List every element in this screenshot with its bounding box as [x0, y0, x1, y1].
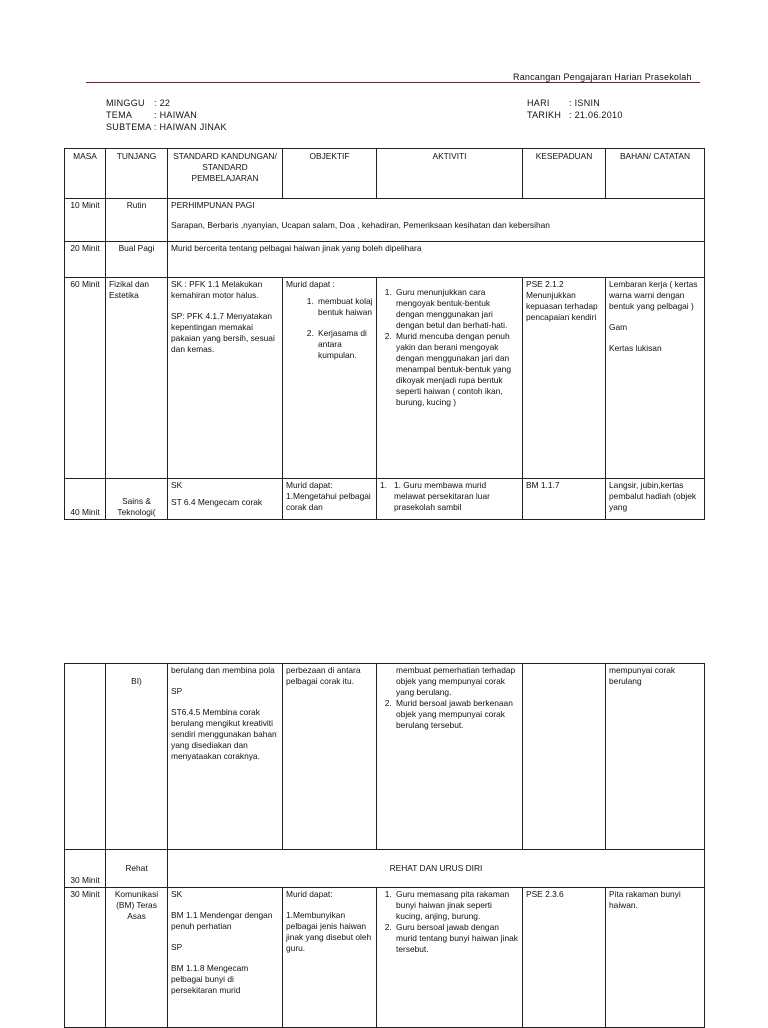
tunjang-cell: Fizikal dan Estetika	[106, 278, 168, 479]
kesepaduan-cell: BM 1.1.7	[523, 479, 606, 520]
objektif-intro: Murid dapat :	[286, 279, 335, 289]
tunjang-cell: Sains & Teknologi(	[106, 479, 168, 520]
objektif-cell	[283, 888, 377, 1028]
bahan-cell: mempunyai corak berulang	[606, 664, 705, 850]
table-row	[65, 664, 705, 850]
sk-text: BM 1.1 Mendengar dengan penuh perhatian	[171, 910, 273, 931]
masa-cell: 20 Minit	[65, 242, 106, 278]
bahan-cell: Langsir, jubin,kertas pembalut hadiah (objek yang	[606, 479, 705, 520]
bahan-item: Gam	[609, 322, 628, 332]
standard-cell	[168, 479, 283, 520]
table-header-row	[65, 149, 705, 199]
tarikh-value: : 21.06.2010	[569, 110, 623, 120]
aktiviti-cell	[377, 888, 523, 1028]
aktiviti-item: 1. Guru menunjukkan cara mengoyak bentuk-bentuk dengan menggunakan jari dengan betul dan berhati-hati.	[394, 287, 519, 331]
header-divider	[86, 82, 700, 83]
aktiviti-cell	[377, 664, 523, 850]
tunjang-cell: Rutin	[106, 199, 168, 242]
col-header-bahan: BAHAN/ CATATAN	[606, 149, 705, 199]
standard-cell	[168, 278, 283, 479]
aktiviti-item: 2. Murid bersoal jawab berkenaan objek yang mempunyai corak berulang tersebut.	[394, 698, 519, 731]
col-header-standard: STANDARD KANDUNGAN/ STANDARD PEMBELAJARAN	[168, 149, 283, 199]
aktiviti-cell	[377, 278, 523, 479]
bual-pagi-description: Murid bercerita tentang pelbagai haiwan jinak yang boleh dipelihara	[168, 242, 705, 278]
sp-text: ST6.4.5 Membina corak berulang mengikut kreativiti sendiri menggunakan bahan yang disediakan dan menyataakan coraknya.	[171, 707, 277, 761]
rutin-title: PERHIMPUNAN PAGI	[171, 200, 255, 210]
aktiviti-item: 2. Guru bersoal jawab dengan murid tentang bunyi haiwan jinak tersebut.	[394, 922, 519, 955]
table-row	[65, 242, 705, 278]
bahan-cell	[606, 278, 705, 479]
masa-cell: 30 Minit	[65, 850, 106, 888]
objektif-item: 1.Membunyikan pelbagai jenis haiwan jinak yang disebut oleh guru.	[286, 910, 372, 953]
objektif-cell: perbezaan di antara pelbagai corak itu.	[283, 664, 377, 850]
minggu-label: MINGGU	[106, 98, 145, 108]
table-row	[65, 479, 705, 520]
col-header-kesepaduan: KESEPADUAN	[523, 149, 606, 199]
tema-value: : HAIWAN	[154, 110, 198, 120]
objektif-item: 1. membuat kolaj bentuk haiwan	[316, 296, 373, 318]
aktiviti-item: 1. Guru membawa murid melawat persekitaran luar prasekolah sambil	[394, 480, 490, 512]
aktiviti-continuation: membuat pemerhatian terhadap objek yang mempunyai corak yang berulang.	[396, 665, 516, 697]
sp-label: SP	[171, 686, 183, 696]
meta-right	[527, 97, 623, 121]
masa-cell: 60 Minit	[65, 278, 106, 479]
tunjang-cell: Bual Pagi	[106, 242, 168, 278]
tema-label: TEMA	[106, 110, 133, 120]
bahan-item: Kertas lukisan	[609, 343, 662, 353]
sk-text: berulang dan membina pola	[171, 665, 275, 675]
rutin-description: Sarapan, Berbaris ,nyanyian, Ucapan salam, Doa , kehadiran, Pemeriksaan kesihatan dan kebersihan	[171, 220, 550, 230]
tunjang-cell: Komunikasi (BM) Teras Asas	[106, 888, 168, 1028]
lesson-plan-table-page1	[64, 148, 705, 520]
objektif-cell	[283, 278, 377, 479]
tarikh-label: TARIKH	[527, 110, 562, 120]
meta-left	[106, 97, 227, 133]
masa-cell: 30 Minit	[65, 888, 106, 1028]
col-header-objektif: OBJEKTIF	[283, 149, 377, 199]
table-row	[65, 850, 705, 888]
rutin-content-cell	[168, 199, 705, 242]
masa-cell: 10 Minit	[65, 199, 106, 242]
col-header-masa: MASA	[65, 149, 106, 199]
kesepaduan-cell	[523, 664, 606, 850]
masa-cell: 40 Minit	[65, 479, 106, 520]
standard-cell	[168, 664, 283, 850]
sk-text: SK : PFK 1.1 Melakukan kemahiran motor halus.	[171, 279, 263, 300]
aktiviti-cell: 1. 1. Guru membawa murid melawat persekitaran luar prasekolah sambil	[377, 479, 523, 520]
document-header-title: Rancangan Pengajaran Harian Prasekolah	[513, 72, 692, 82]
table-row	[65, 278, 705, 479]
masa-cell	[65, 664, 106, 850]
objektif-intro: Murid dapat:	[286, 889, 333, 899]
objektif-item: 2. Kerjasama di antara kumpulan.	[316, 328, 373, 361]
rehat-description: REHAT DAN URUS DIRI	[168, 850, 705, 888]
kesepaduan-cell: PSE 2.3.6	[523, 888, 606, 1028]
standard-cell	[168, 888, 283, 1028]
sk-label: SK	[171, 889, 183, 899]
hari-value: : ISNIN	[569, 98, 601, 108]
sp-text: SP: PFK 4.1.7 Menyatakan kepentingan memakai pakaian yang bersih, sesuai dan kemas.	[171, 311, 275, 354]
col-header-aktiviti: AKTIVITI	[377, 149, 523, 199]
minggu-value: : 22	[154, 98, 171, 108]
table-row	[65, 199, 705, 242]
sk-text: SK	[171, 480, 183, 490]
aktiviti-item: 2. Murid mencuba dengan penuh yakin dan berani mengoyak dengan menggunakan jari dan menampal bentuk-bentuk yang dikoyak menjadi rupa bentuk seperti haiwan ( contoh ikan, burung, kucing )	[394, 331, 519, 408]
col-header-tunjang: TUNJANG	[106, 149, 168, 199]
sp-label: SP	[171, 942, 183, 952]
aktiviti-item: 1. Guru memasang pita rakaman bunyi haiwan jinak seperti kucing, anjing, burung.	[394, 889, 519, 922]
st-text: ST 6.4 Mengecam corak	[171, 497, 263, 507]
tunjang-cell: Rehat	[106, 850, 168, 888]
hari-label: HARI	[527, 98, 550, 108]
objektif-cell: Murid dapat: 1.Mengetahui pelbagai corak dan	[283, 479, 377, 520]
lesson-plan-table-page2	[64, 663, 705, 1028]
tunjang-cell: BI)	[106, 664, 168, 850]
bahan-cell: Pita rakaman bunyi haiwan.	[606, 888, 705, 1028]
kesepaduan-cell: PSE 2.1.2 Menunjukkan kepuasan terhadap pencapaian kendiri	[523, 278, 606, 479]
sp-text: BM 1.1.8 Mengecam pelbagai bunyi di persekitaran murid	[171, 963, 249, 995]
bahan-item: Lembaran kerja ( kertas warna warni dengan bentuk yang pelbagai )	[609, 279, 698, 311]
table-row	[65, 888, 705, 1028]
subtema-line: SUBTEMA : HAIWAN JINAK	[106, 122, 227, 132]
